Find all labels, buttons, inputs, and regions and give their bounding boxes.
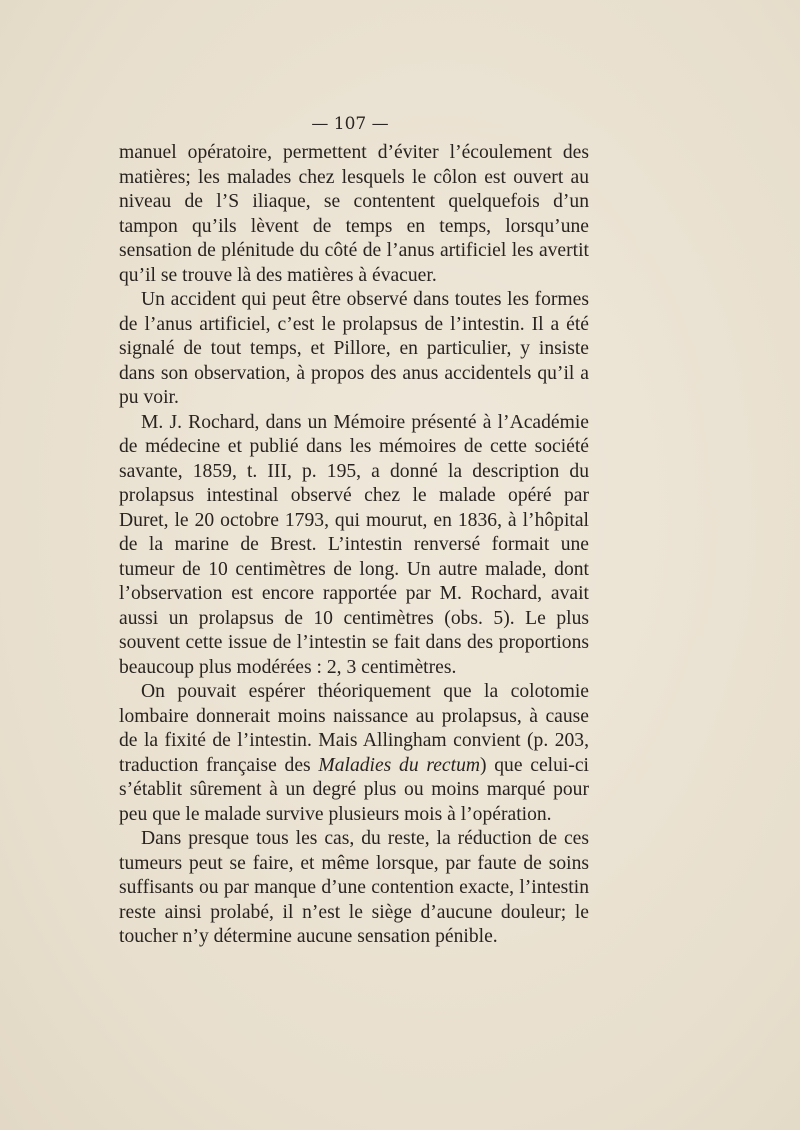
page-number: — 107 — xyxy=(311,114,389,134)
body-text xyxy=(119,141,589,950)
paragraph-5: Dans presque tous les cas, du reste, la réduction de ces tumeurs peut se faire, et même lorsque, par faute de soins suffisants ou par manque d’une contention exacte, l’intestin reste ainsi prolabé, il n’est le siège d’aucune douleur; le toucher n’y détermine aucune sensation pénible. xyxy=(119,828,589,947)
paragraph-3: M. J. Rochard, dans un Mémoire présenté à l’Académie de médecine et publié dans les mémoires de cette société savante, 1859, t. III, p. 195, a donné la description du prolapsus intestinal observé chez le malade opéré par Duret, le 20 octobre 1793, qui mourut, en 1836, à l’hôpital de la marine de Brest. L’intestin renversé formait une tumeur de 10 centimètres de long. Un autre malade, dont l’observation est encore rapportée par M. Rochard, avait aussi un prolapsus de 10 centimètres (obs. 5). Le plus souvent cette issue de l’intestin se fait dans des proportions beaucoup plus modérées : 2, 3 centimètres. xyxy=(119,411,589,678)
paragraph-4 xyxy=(119,680,589,827)
paragraph-4-end: ) que celui-ci s’établit sûrement à un degré plus ou moins marqué pour peu que le malade survive plusieurs mois à l’opération. xyxy=(119,754,589,825)
paragraph-1: manuel opératoire, permettent d’éviter l’écoulement des matières; les malades chez lesquels le côlon est ouvert au niveau de l’S iliaque, se contentent quelquefois d’un tampon qu’ils lèvent de temps en temps, lorsqu’une sensation de plénitude du côté de l’anus artificiel les avertit qu’il se trouve là des matières à évacuer. xyxy=(119,142,589,286)
paragraph-2: Un accident qui peut être observé dans toutes les formes de l’anus artificiel, c’est le prolapsus de l’intestin. Il a été signalé de tout temps, et Pillore, en particulier, y insiste dans son observation, à propos des anus accidentels qu’il a pu voir. xyxy=(119,289,589,408)
paragraph-4-start: On pouvait espérer théoriquement que la colotomie lombaire donnerait moins naissance au prolapsus, à cause de la fixité de l’intestin. Mais Allingham convient (p. 203, traduction française des xyxy=(119,681,589,776)
book-title: Maladies du rectum xyxy=(318,754,481,776)
